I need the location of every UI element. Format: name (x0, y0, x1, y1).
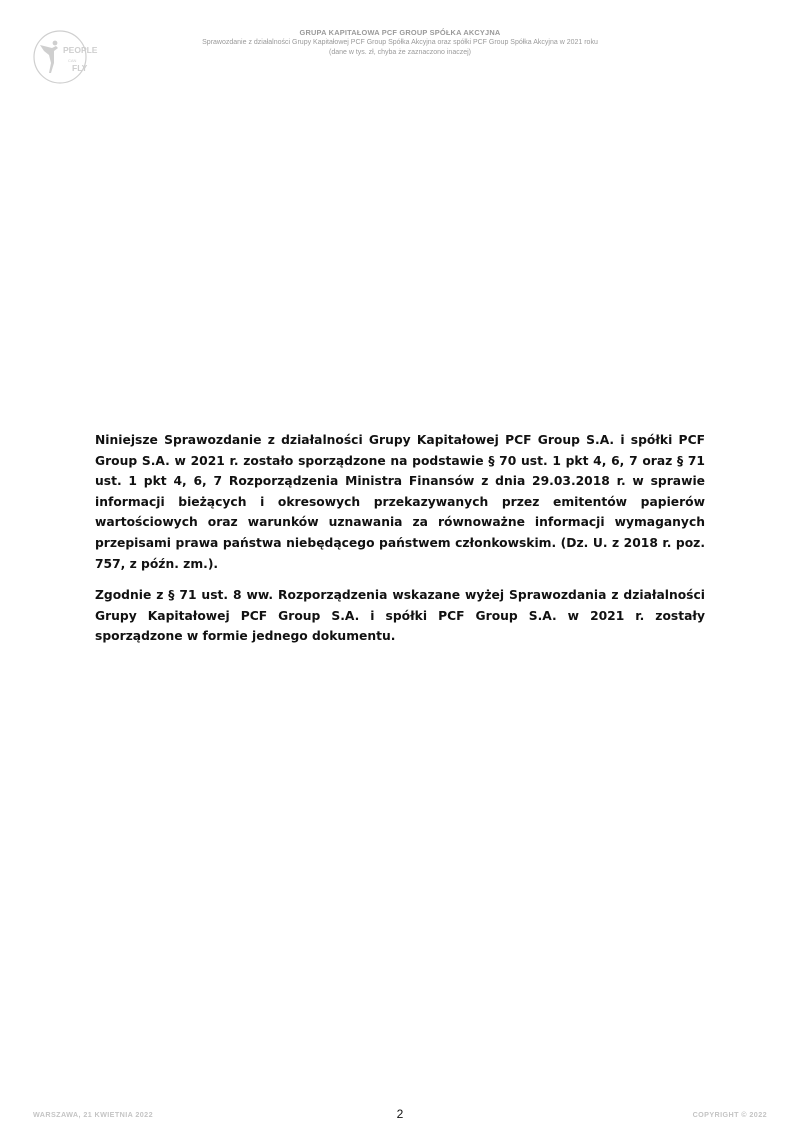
header-title: GRUPA KAPITAŁOWA PCF GROUP SPÓŁKA AKCYJNA (299, 28, 501, 37)
paragraph-legal-basis: Niniejsze Sprawozdanie z działalności Grupy Kapitałowej PCF Group S.A. i spółki PCF Group S.A. w 2021 r. zostało sporządzone na podstawie § 70 ust. 1 pkt 4, 6, 7 oraz § 71 ust. 1 pkt 4, 6, 7 Rozporządzenia Ministra Finansów z dnia 29.03.2018 r. w sprawie informacji bieżących i okresowych przekazywanych przez emitentów papierów wartościowych oraz warunków uznawania za równoważne informacji wymaganych przepisami prawa państwa niebędącego państwem członkowskim. (Dz. U. z 2018 r. poz. 757, z późn. zm.). (95, 433, 705, 571)
logo-text-fly: FLY (72, 63, 88, 73)
page-header (0, 28, 800, 58)
header-note: (dane w tys. zł, chyba że zaznaczono inaczej) (328, 49, 471, 56)
footer-copyright: COPYRIGHT © 2022 (692, 1110, 767, 1119)
logo-text-people: PEOPLE (63, 45, 98, 55)
page-number: 2 (396, 1107, 404, 1121)
logo-text-can: CAN (68, 58, 77, 63)
header-subtitle: Sprawozdanie z działalności Grupy Kapitałowej PCF Group Spółka Akcyjna oraz spółki PCF Group Spółka Akcyjna w 2021 roku (202, 39, 598, 46)
footer-place-date: WARSZAWA, 21 KWIETNIA 2022 (33, 1110, 153, 1119)
document-body (95, 430, 705, 658)
paragraph-single-document: Zgodnie z § 71 ust. 8 ww. Rozporządzenia wskazane wyżej Sprawozdania z działalności Grupy Kapitałowej PCF Group S.A. i spółki PCF Group S.A. w 2021 r. zostały sporządzone w formie jednego dokumentu. (95, 588, 705, 644)
